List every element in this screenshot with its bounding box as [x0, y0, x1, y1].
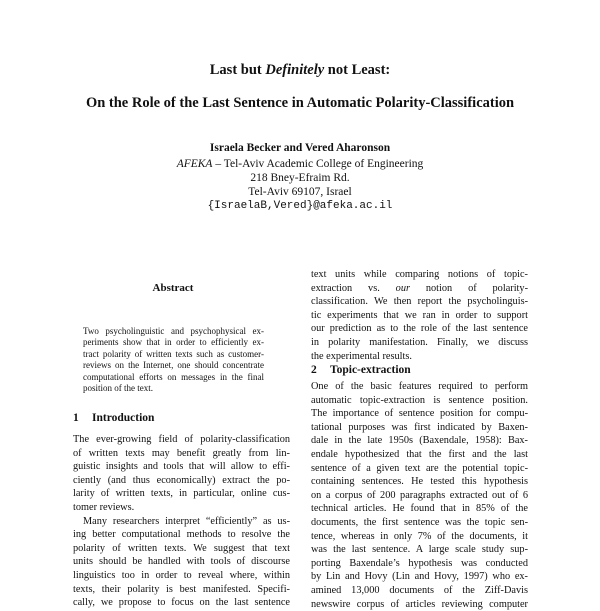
paragraph-line: in polarity manifestation. Finally, we discuss — [311, 336, 528, 350]
paragraph-line: the experimental results. — [311, 350, 528, 364]
paragraph-line: tomer reviews. — [73, 501, 290, 515]
paragraph-line: ing better computational methods to resolve the — [73, 528, 290, 542]
affiliation-org-italic: AFEKA — [177, 158, 213, 170]
abstract-line: computational efforts on messages in the final — [83, 372, 264, 383]
section-number: 1 — [73, 412, 92, 424]
abstract-heading: Abstract — [73, 282, 273, 294]
paragraph-line — [311, 282, 528, 296]
paragraph-line: tic experiments that we ran in order to support — [311, 309, 528, 323]
section-title: Introduction — [92, 412, 154, 424]
paragraph-line: endale hypothesized that the first and the last — [311, 448, 528, 462]
paragraph-line: classification. We then report the psycholinguis- — [311, 295, 528, 309]
paragraph-line: automatic topic-extraction is sentence position. — [311, 394, 528, 408]
section-2-heading — [311, 364, 411, 376]
paragraph-line: sentence of a given text are the potential topic- — [311, 462, 528, 476]
intro-continuation — [311, 268, 528, 363]
paragraph-line: amined 13,000 documents of the Ziff-Davis — [311, 584, 528, 598]
affiliation-org — [0, 157, 600, 171]
section-number: 2 — [311, 364, 330, 376]
paragraph-line: tence, whereas in only 7% of the documents, it — [311, 530, 528, 544]
paragraph-line: polarity of written texts. We suggest that text — [73, 542, 290, 556]
paragraph-line: was the last sentence. A large scale study sup- — [311, 543, 528, 557]
paragraph-line: guistic insights and tools that will allow to effi- — [73, 460, 290, 474]
affiliation-org-rest: – Tel-Aviv Academic College of Engineering — [212, 158, 423, 170]
intro-body — [73, 433, 290, 610]
paragraph-line: text units while comparing notions of topic- — [311, 268, 528, 282]
affiliation-city: Tel-Aviv 69107, Israel — [0, 185, 600, 199]
topic-extraction-body — [311, 380, 528, 611]
paragraph-line: by Lin and Hovy (Lin and Hovy, 1997) who ex- — [311, 570, 528, 584]
paragraph-line: One of the basic features required to perform — [311, 380, 528, 394]
section-1-heading — [73, 412, 154, 424]
paper-title-line-1 — [0, 62, 600, 79]
text-fragment: notion of polarity- — [410, 283, 528, 294]
section-title: Topic-extraction — [330, 364, 411, 376]
paragraph-line: units should be handled with tools of discourse — [73, 555, 290, 569]
abstract-line: position of the text. — [83, 383, 264, 394]
italic-word: our — [396, 283, 410, 294]
author-names: Israela Becker and Vered Aharonson — [0, 142, 600, 154]
author-email: {IsraelaB,Vered}@afeka.ac.il — [0, 200, 600, 212]
paragraph-line: containing sentences. He tested this hypothesis — [311, 475, 528, 489]
paragraph-line: The importance of sentence position for compu- — [311, 407, 528, 421]
paragraph-line: tational purposes was first indicated by Baxen- — [311, 421, 528, 435]
title-italic-word: Definitely — [265, 62, 324, 78]
paragraph-line: texts, their polarity is best manifested. Specifi- — [73, 583, 290, 597]
abstract-line: tract polarity of written texts such as customer- — [83, 349, 264, 360]
paragraph-line: our prediction as to the role of the last sentence — [311, 322, 528, 336]
affiliation-street: 218 Bney-Efraim Rd. — [0, 171, 600, 185]
paragraph-line: technical articles. He found that in 85% of the — [311, 502, 528, 516]
abstract-line: Two psycholinguistic and psychophysical ex- — [83, 326, 264, 337]
abstract-line: reviews on the Internet, one should concentrate — [83, 360, 264, 371]
paragraph-line: larity of written texts, in particular, online cus- — [73, 487, 290, 501]
paragraph-line: newswire corpus of articles reviewing computer — [311, 598, 528, 611]
paragraph-line: dale in the late 1950s (Baxendale, 1958): Bax- — [311, 434, 528, 448]
abstract-text — [83, 326, 264, 394]
paragraph-line: ciently (and thus economically) extract the po- — [73, 474, 290, 488]
paragraph-line: of written texts may benefit greatly from lin- — [73, 447, 290, 461]
paragraph-line: cally, we propose to focus on the last sentence — [73, 596, 290, 610]
abstract-line: periments show that in order to efficiently ex- — [83, 337, 264, 348]
text-fragment: extraction vs. — [311, 283, 396, 294]
paragraph-line: on a corpus of 200 paragraphs extracted out of 6 — [311, 489, 528, 503]
title-prefix: Last but — [210, 62, 262, 78]
paragraph-line: The ever-growing field of polarity-classification — [73, 433, 290, 447]
paragraph-line: porting Baxendale’s hypothesis was conducted — [311, 557, 528, 571]
paragraph-line: linguistics too in order to reveal where, within — [73, 569, 290, 583]
paragraph-line: documents, the first sentence was the topic sen- — [311, 516, 528, 530]
paragraph-line: Many researchers interpret “efficiently” as us- — [73, 515, 290, 529]
title-suffix: not Least: — [328, 62, 390, 78]
paper-title-line-2: On the Role of the Last Sentence in Automatic Polarity-Classification — [0, 95, 600, 112]
